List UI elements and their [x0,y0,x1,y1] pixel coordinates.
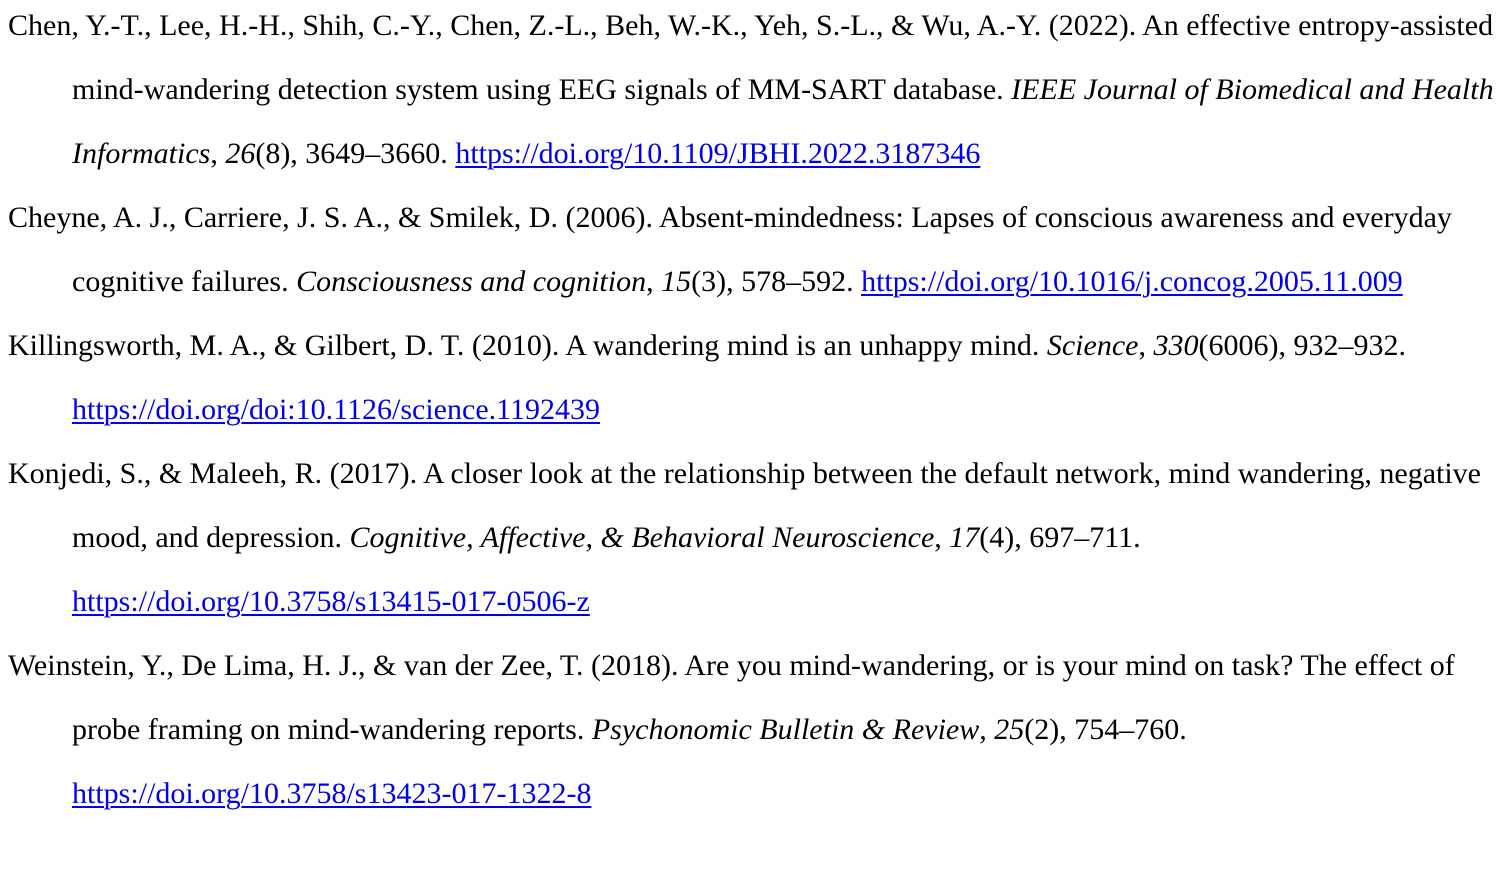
reference-entry [8,634,1506,826]
reference-entry [8,314,1506,442]
reference-issue-pages: (4), 697–711. [979,521,1141,554]
reference-doi-link[interactable]: https://doi.org/doi:10.1126/science.1192439 [72,393,601,426]
reference-comma: , [646,265,662,298]
reference-issue-pages: (2), 754–760. [1024,713,1187,746]
reference-volume: 25 [994,713,1025,746]
reference-entry [8,186,1506,314]
reference-comma: , [934,521,950,554]
reference-journal: Psychonomic Bulletin & Review [591,713,980,746]
reference-doi-link[interactable]: https://doi.org/10.1016/j.concog.2005.11.009 [861,265,1403,298]
reference-volume: 330 [1153,329,1199,362]
reference-authors-year: Cheyne, A. J., Carriere, J. S. A., & Smilek, D. (2006). [8,201,653,234]
reference-comma: , [979,713,995,746]
reference-authors-year: Konjedi, S., & Maleeh, R. (2017). [8,457,418,490]
reference-issue-pages: (6006), 932–932. [1198,329,1406,362]
reference-journal: Science [1046,329,1139,362]
reference-title: A wandering mind is an unhappy mind. [565,329,1040,362]
reference-journal: Cognitive, Affective, & Behavioral Neuroscience [349,521,935,554]
reference-title: A closer look at the relationship between the default network, mind wandering, negative mood, and depression. [72,457,1481,554]
reference-authors-year: Weinstein, Y., De Lima, H. J., & van der Zee, T. (2018). [8,649,679,682]
reference-issue-pages: (3), 578–592. [691,265,854,298]
reference-entry [8,442,1506,634]
reference-doi-link[interactable]: https://doi.org/10.1109/JBHI.2022.3187346 [455,137,981,170]
reference-authors-year: Chen, Y.-T., Lee, H.-H., Shih, C.-Y., Chen, Z.-L., Beh, W.-K., Yeh, S.-L., & Wu, A.-Y. (2022). [8,9,1137,42]
reference-doi-link[interactable]: https://doi.org/10.3758/s13423-017-1322-8 [72,777,592,810]
reference-list [8,0,1506,826]
reference-comma: , [1138,329,1154,362]
reference-volume: 26 [225,137,256,170]
reference-journal: Consciousness and cognition [296,265,647,298]
reference-title: Are you mind-wandering, or is your mind on task? The effect of probe framing on mind-wandering reports. [72,649,1455,746]
reference-issue-pages: (8), 3649–3660. [255,137,448,170]
reference-doi-link[interactable]: https://doi.org/10.3758/s13415-017-0506-z [72,585,590,618]
reference-title: An effective entropy-assisted mind-wandering detection system using EEG signals of MM-SART database. [72,9,1494,106]
reference-volume: 15 [661,265,692,298]
reference-entry [8,0,1506,186]
reference-title: Absent-mindedness: Lapses of conscious awareness and everyday cognitive failures. [72,201,1452,298]
reference-volume: 17 [949,521,980,554]
reference-journal: IEEE Journal of Biomedical and Health Informatics [72,73,1494,170]
reference-authors-year: Killingsworth, M. A., & Gilbert, D. T. (2010). [8,329,560,362]
reference-comma: , [210,137,226,170]
